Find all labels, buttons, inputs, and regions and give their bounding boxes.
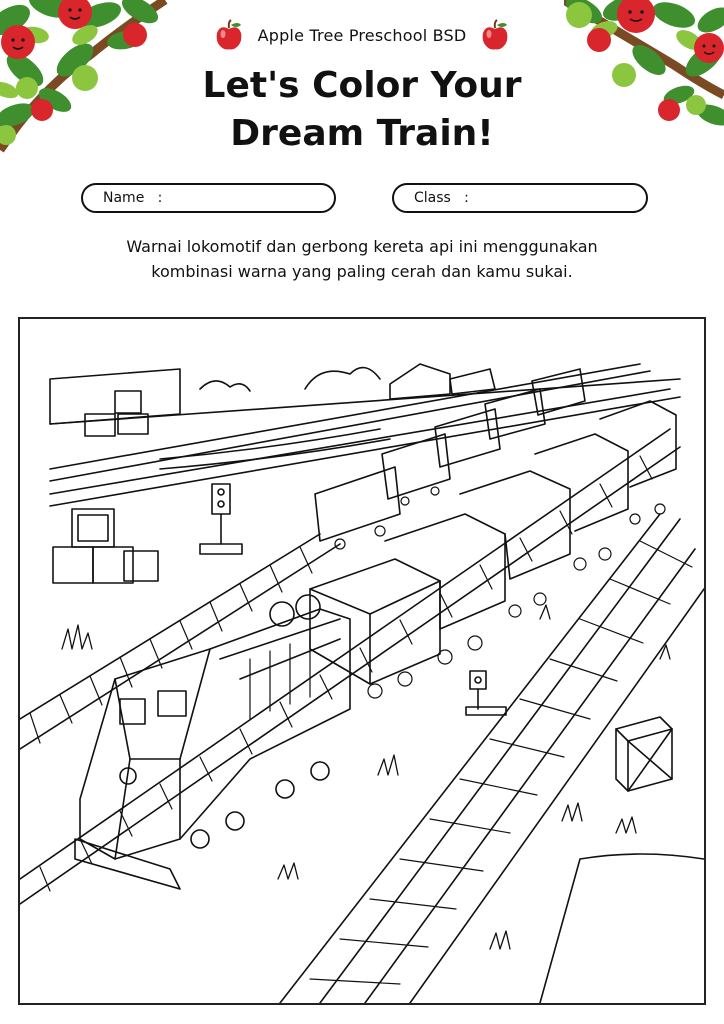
crates-stack-left xyxy=(53,509,158,583)
right-track xyxy=(280,514,704,1003)
class-label: Class : xyxy=(414,190,469,206)
coloring-frame xyxy=(18,317,706,1005)
apple-icon xyxy=(214,19,244,51)
grass-tufts xyxy=(62,605,670,949)
crates-stack-top-left xyxy=(85,391,148,436)
instructions xyxy=(40,234,684,284)
title-line-1: Let's Color Your xyxy=(202,65,522,106)
ground-patch xyxy=(540,854,704,1003)
name-field[interactable] xyxy=(81,183,336,213)
apple-icon xyxy=(480,19,510,51)
signal-post-right xyxy=(466,671,506,715)
school-name: Apple Tree Preschool BSD xyxy=(257,25,467,45)
signal-post-left xyxy=(200,484,242,554)
class-field[interactable] xyxy=(392,183,648,213)
title-line-2: Dream Train! xyxy=(230,113,494,154)
train-yard-illustration xyxy=(20,319,704,1003)
instruction-line-2: kombinasi warna yang paling cerah dan kamu sukai. xyxy=(151,262,573,281)
instruction-line-1: Warnai lokomotif dan gerbong kereta api ini menggunakan xyxy=(126,237,598,256)
school-header xyxy=(0,18,724,52)
locomotive xyxy=(75,595,350,889)
page-title xyxy=(0,62,724,158)
crate-right xyxy=(616,717,672,791)
name-label: Name : xyxy=(103,190,163,206)
hopper-cars xyxy=(310,401,676,698)
